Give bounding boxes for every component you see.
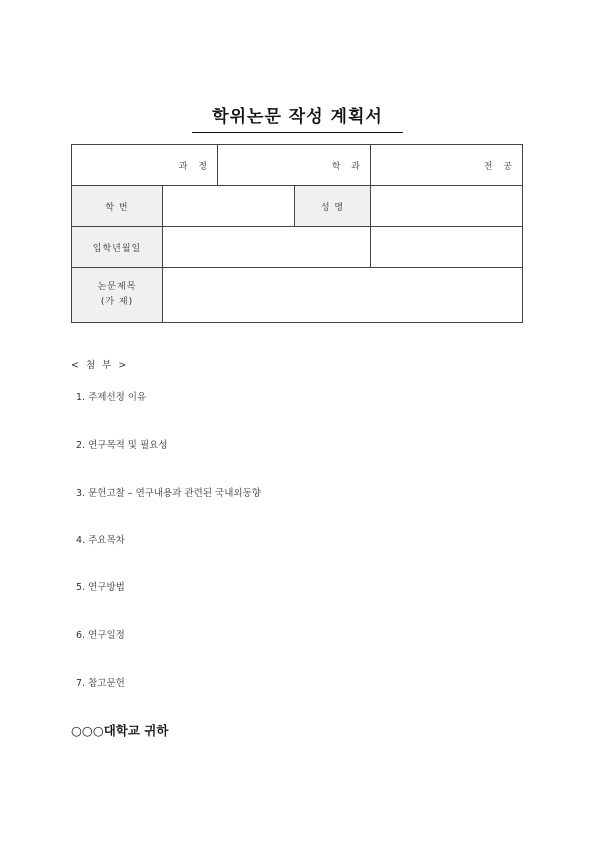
table-row-admission <box>72 227 523 268</box>
thesis-title-label <box>72 268 163 323</box>
attachment-item: 3. 문헌고찰 – 연구내용과 관련된 국내외동향 <box>76 488 261 499</box>
department-cell[interactable] <box>218 145 371 186</box>
attachment-item: 5. 연구방법 <box>76 582 125 593</box>
document-title: 학위논문 작성 계획서 <box>192 102 403 133</box>
admission-extra-field[interactable] <box>371 227 523 268</box>
course-cell[interactable] <box>72 145 218 186</box>
major-cell[interactable] <box>371 145 523 186</box>
attachment-item: 1. 주제선정 이유 <box>76 392 147 403</box>
student-id-field[interactable] <box>163 186 295 227</box>
attachments-heading: < 첨 부 > <box>71 360 129 371</box>
attachment-item: 4. 주요목차 <box>76 535 125 546</box>
course-suffix: 과 정 <box>178 161 211 172</box>
student-id-label: 학 번 <box>72 186 163 227</box>
table-row-student <box>72 186 523 227</box>
table-row-program <box>72 145 523 186</box>
name-label: 성 명 <box>295 186 371 227</box>
department-suffix: 학 과 <box>331 161 364 172</box>
admission-date-label: 입학년월일 <box>72 227 163 268</box>
attachment-item: 2. 연구목적 및 필요성 <box>76 440 168 451</box>
thesis-title-label-line2: (가 제) <box>100 297 134 307</box>
admission-date-field[interactable] <box>163 227 371 268</box>
table-row-thesis <box>72 268 523 323</box>
attachment-item: 7. 참고문헌 <box>76 678 125 689</box>
thesis-title-label-line1: 논문제목 <box>97 282 137 292</box>
attachment-item: 6. 연구일정 <box>76 630 125 641</box>
name-field[interactable] <box>371 186 523 227</box>
major-suffix: 전 공 <box>483 161 516 172</box>
info-table <box>71 144 523 323</box>
closing-addressee: ○○○대학교 귀하 <box>71 723 169 738</box>
thesis-title-field[interactable] <box>163 268 523 323</box>
